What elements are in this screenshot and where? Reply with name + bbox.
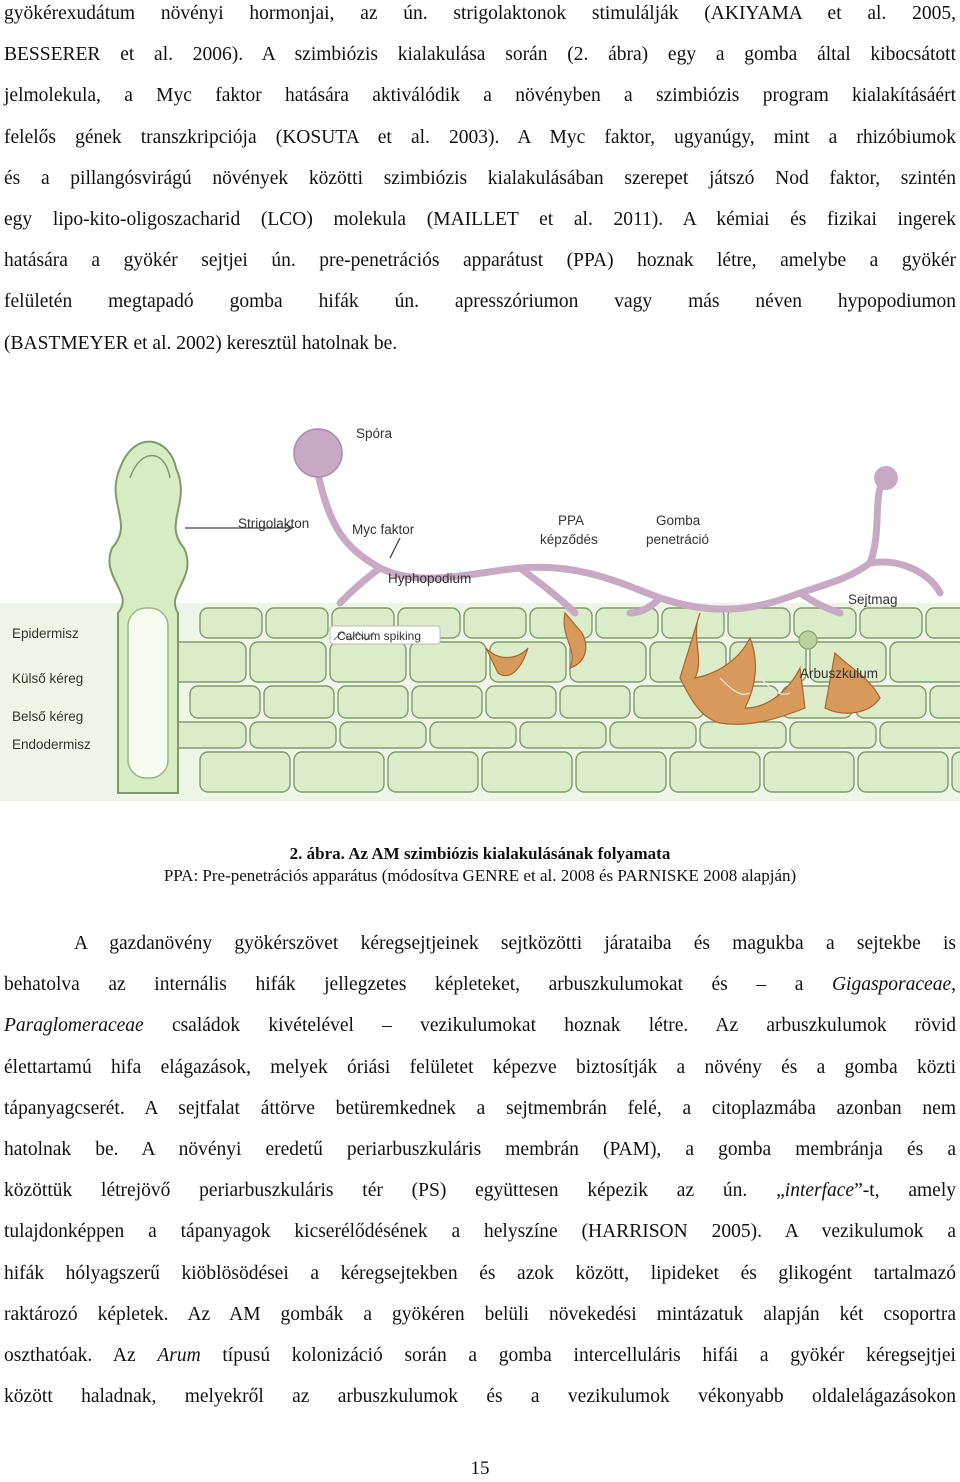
- cell-nucleus: [799, 631, 817, 649]
- root-cell: [412, 686, 482, 718]
- text-segment: között haladnak, melyekről az arbuszkulumok és a vezikulumok vékonyabb oldalelágazásokon: [4, 1386, 956, 1408]
- text-segment: hifák hólyagszerű kiöblösödései a kéregsejtekben és azok között, lipideket és glikogént tartalmazó: [4, 1262, 956, 1284]
- root-cell: [520, 722, 606, 748]
- text-line: [4, 1335, 956, 1376]
- root-cell: [294, 752, 384, 792]
- text-line: [4, 1170, 956, 1211]
- root-cell: [200, 608, 262, 638]
- text-line: egy lipo-kito-oligoszacharid (LCO) molekula (MAILLET et al. 2011). A kémiai és fizikai ingerek: [4, 208, 956, 230]
- hyphae-network: [318, 474, 940, 613]
- text-line: gyökérexudátum növényi hormonjai, az ún. strigolaktonok stimulálják (AKIYAMA et al. 2005,: [4, 3, 956, 24]
- text-segment: behatolva az internális hifák jellegzetes képleteket, arbuszkulumokat és – a: [4, 974, 832, 996]
- label-epidermisz: Epidermisz: [12, 626, 79, 641]
- paragraph-1: [4, 0, 956, 364]
- root-cell: [952, 752, 960, 792]
- root-cell: [388, 752, 478, 792]
- root-cell: [330, 642, 406, 682]
- text-segment: A gazdanövény gyökérszövet kéregsejtjeinek sejtközötti járataiba és magukba a sejtekbe is: [74, 933, 956, 954]
- root-cell: [926, 608, 960, 638]
- label-belso-kereg: Belső kéreg: [12, 709, 84, 724]
- root-cell: [340, 722, 426, 748]
- text-segment: tulajdonképpen a tápanyagok kicserélődésének a helyszíne (HARRISON 2005). A vezikulumok a: [4, 1221, 956, 1243]
- label-endodermisz: Endodermisz: [12, 737, 91, 752]
- figure-am-symbiosis: [0, 408, 960, 808]
- label-myc-faktor: Myc faktor: [352, 522, 415, 537]
- root-cell: [700, 722, 786, 748]
- root-cell: [560, 686, 630, 718]
- root-cell: [790, 722, 876, 748]
- text-segment: oszthatóak. Az: [4, 1344, 158, 1366]
- text-line: hatására a gyökér sejtjei ún. pre-penetrációs apparátust (PPA) hoznak létre, amelybe a gyökér: [4, 250, 956, 272]
- text-line: jelmolekula, a Myc faktor hatására aktiválódik a növényben a szimbiózis program kialakításáért: [4, 85, 956, 107]
- spore: [294, 429, 342, 477]
- text-line: és a pillangósvirágú növények közötti szimbiózis kialakulásában szerepet játszó Nod faktor, szintén: [4, 167, 956, 189]
- text-line: [4, 1294, 956, 1335]
- italic-term: Paraglomeraceae: [4, 1015, 144, 1037]
- root-cell: [482, 752, 572, 792]
- page-number: 15: [470, 1458, 490, 1479]
- label-sejtmag: Sejtmag: [848, 592, 898, 607]
- text-segment: ”-t, amely: [854, 1180, 956, 1202]
- text-segment: családok kivételével – vezikulumokat hoznak létre. Az arbuszkulumok rövid: [143, 1015, 956, 1037]
- label-gomba-1: Gomba: [656, 513, 701, 528]
- text-segment: ,: [951, 974, 956, 996]
- text-line: felelős gének transzkripciója (KOSUTA et al. 2003). A Myc faktor, ugyanúgy, mint a rhizóbiumok: [4, 126, 956, 148]
- root-cell: [264, 686, 334, 718]
- root-cell: [858, 752, 948, 792]
- text-segment: tápanyagcserét. A sejtfalat áttörve betüremkednek a sejtmembrán felé, a citoplazmába azonban nem: [4, 1097, 956, 1119]
- italic-term: Gigasporaceae: [831, 974, 952, 996]
- root-cell: [728, 608, 790, 638]
- text-line: [4, 1376, 956, 1417]
- text-line: BESSERER et al. 2006). A szimbiózis kialakulása során (2. ábra) egy a gomba által kibocsátott: [4, 44, 956, 66]
- root-cell: [430, 722, 516, 748]
- italic-term: Arum: [157, 1344, 201, 1366]
- text-segment: közöttük létrejövő periarbuszkuláris tér (PS) együttesen képezik az ún. „: [4, 1180, 785, 1202]
- text-line: [4, 1129, 956, 1170]
- figure-number: 2. ábra.: [289, 844, 345, 863]
- root-cell: [266, 608, 328, 638]
- text-segment: raktározó képletek. Az AM gombák a gyökéren belüli növekedési mintázatuk alapján két csoportra: [4, 1303, 956, 1325]
- text-segment: élettartamú hifa elágazások, melyek óriási felületet képezve biztosítják a növény és a gomba közti: [4, 1056, 956, 1078]
- figure-illustration: [0, 408, 960, 808]
- text-segment: hatolnak be. A növényi eredetű periarbuszkuláris membrán (PAM), a gomba membránja és a: [4, 1138, 956, 1160]
- figure-caption-subtitle: PPA: Pre-penetrációs apparátus (módosítva GENRE et al. 2008 és PARNISKE 2008 alapján): [163, 866, 797, 885]
- root-cell: [662, 608, 724, 638]
- root-cell: [200, 752, 290, 792]
- root-cell: [464, 608, 526, 638]
- text-line: [4, 1047, 956, 1088]
- label-strigolakton: Strigolakton: [238, 516, 310, 531]
- text-segment: típusú kolonizáció során a gomba intercelluláris hifái a gyökér kéregsejtjei: [200, 1344, 956, 1366]
- root-cell: [610, 722, 696, 748]
- text-line: [4, 923, 956, 964]
- text-line: [4, 1088, 956, 1129]
- root-cell: [930, 686, 960, 718]
- root-cell: [190, 686, 260, 718]
- root-cell: [410, 642, 486, 682]
- label-kulso-kereg: Külső kéreg: [12, 671, 84, 686]
- label-ppa-1: PPA: [558, 513, 585, 528]
- label-spora: Spóra: [356, 426, 393, 441]
- root-core: [128, 608, 168, 778]
- text-line: [4, 1005, 956, 1046]
- root-cell: [250, 722, 336, 748]
- root-cell: [880, 722, 960, 748]
- text-line: (BASTMEYER et al. 2002) keresztül hatolnak be.: [4, 332, 398, 354]
- label-ppa-2: képződés: [540, 532, 598, 547]
- label-calcium-spiking: Calcium spiking: [337, 629, 422, 643]
- root-cell: [764, 752, 854, 792]
- text-line: [4, 964, 956, 1005]
- root-cell: [576, 752, 666, 792]
- text-line: felületén megtapadó gomba hifák ún. apresszóriumon vagy más néven hypopodiumon: [4, 291, 956, 313]
- root-cell: [486, 686, 556, 718]
- root-cell: [170, 642, 246, 682]
- root-cell: [860, 608, 922, 638]
- paragraph-2: [4, 923, 956, 1417]
- label-arbuszkulum: Arbuszkulum: [800, 666, 879, 681]
- root-cell: [670, 752, 760, 792]
- figure-caption-title: [0, 844, 960, 864]
- root-cell: [250, 642, 326, 682]
- italic-term: interface: [784, 1180, 855, 1202]
- root-cell: [890, 642, 960, 682]
- label-gomba-2: penetráció: [646, 532, 710, 547]
- text-line: [4, 1211, 956, 1252]
- spore-small: [874, 466, 898, 490]
- text-line: [4, 1253, 956, 1294]
- label-hyphopodium: Hyphopodium: [388, 571, 472, 586]
- figure-title: Az AM szimbiózis kialakulásának folyamata: [348, 844, 671, 863]
- root-cell: [338, 686, 408, 718]
